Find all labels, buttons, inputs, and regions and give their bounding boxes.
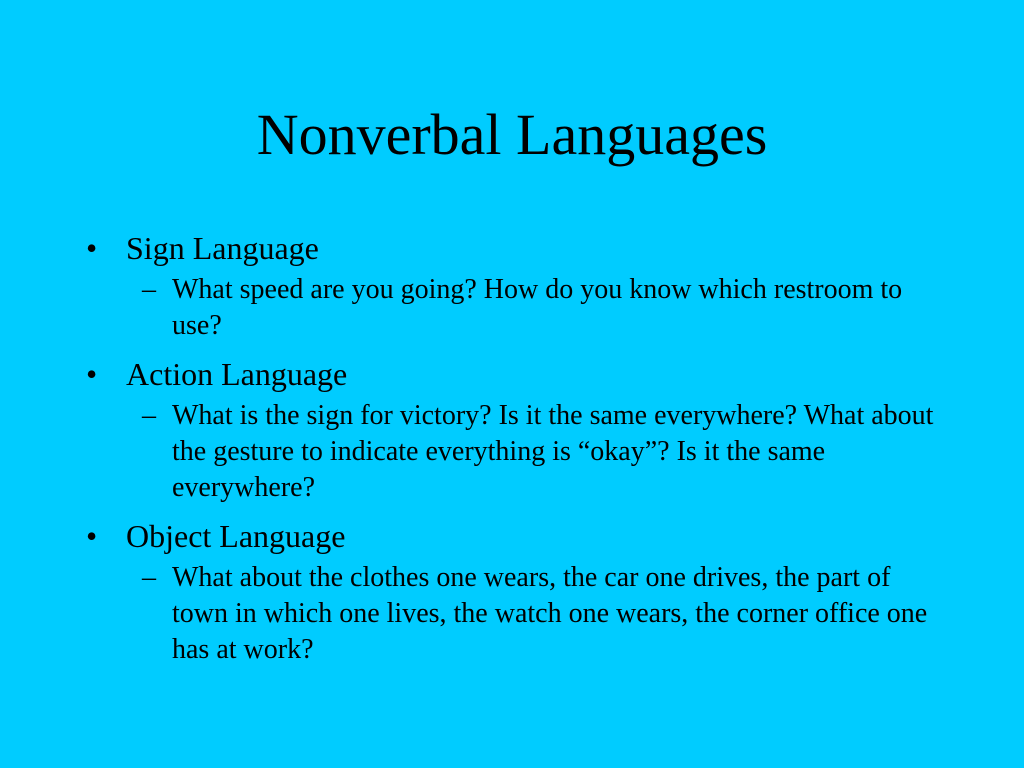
sub-bullet-text: What about the clothes one wears, the car one drives, the part of town in which one lives, the watch one wears, the corner office one has at work? xyxy=(172,562,928,665)
bullet-item-action-language xyxy=(86,354,936,394)
bullet-icon: • xyxy=(86,518,98,554)
bullet-icon: • xyxy=(86,230,98,266)
slide-title: Nonverbal Languages xyxy=(256,102,768,167)
sub-bullet-text: What is the sign for victory? Is it the same everywhere? What about the gesture to indicate everything is “okay”? Is it the same everywhere? xyxy=(172,400,934,503)
bullet-item-object-language xyxy=(86,516,936,556)
bullet-label: Action Language xyxy=(126,356,348,392)
sub-bullet-text: What speed are you going? How do you know which restroom to use? xyxy=(172,274,903,341)
bullet-icon: • xyxy=(86,356,98,392)
bullet-list xyxy=(86,228,936,678)
bullet-label: Sign Language xyxy=(126,230,319,266)
dash-icon: – xyxy=(142,274,156,305)
bullet-item-sign-language xyxy=(86,228,936,268)
sub-bullet-object-language xyxy=(86,560,936,668)
sub-bullet-action-language xyxy=(86,398,936,506)
bullet-label: Object Language xyxy=(126,518,346,554)
sub-bullet-sign-language xyxy=(86,272,936,344)
dash-icon: – xyxy=(142,400,156,431)
dash-icon: – xyxy=(142,562,156,593)
